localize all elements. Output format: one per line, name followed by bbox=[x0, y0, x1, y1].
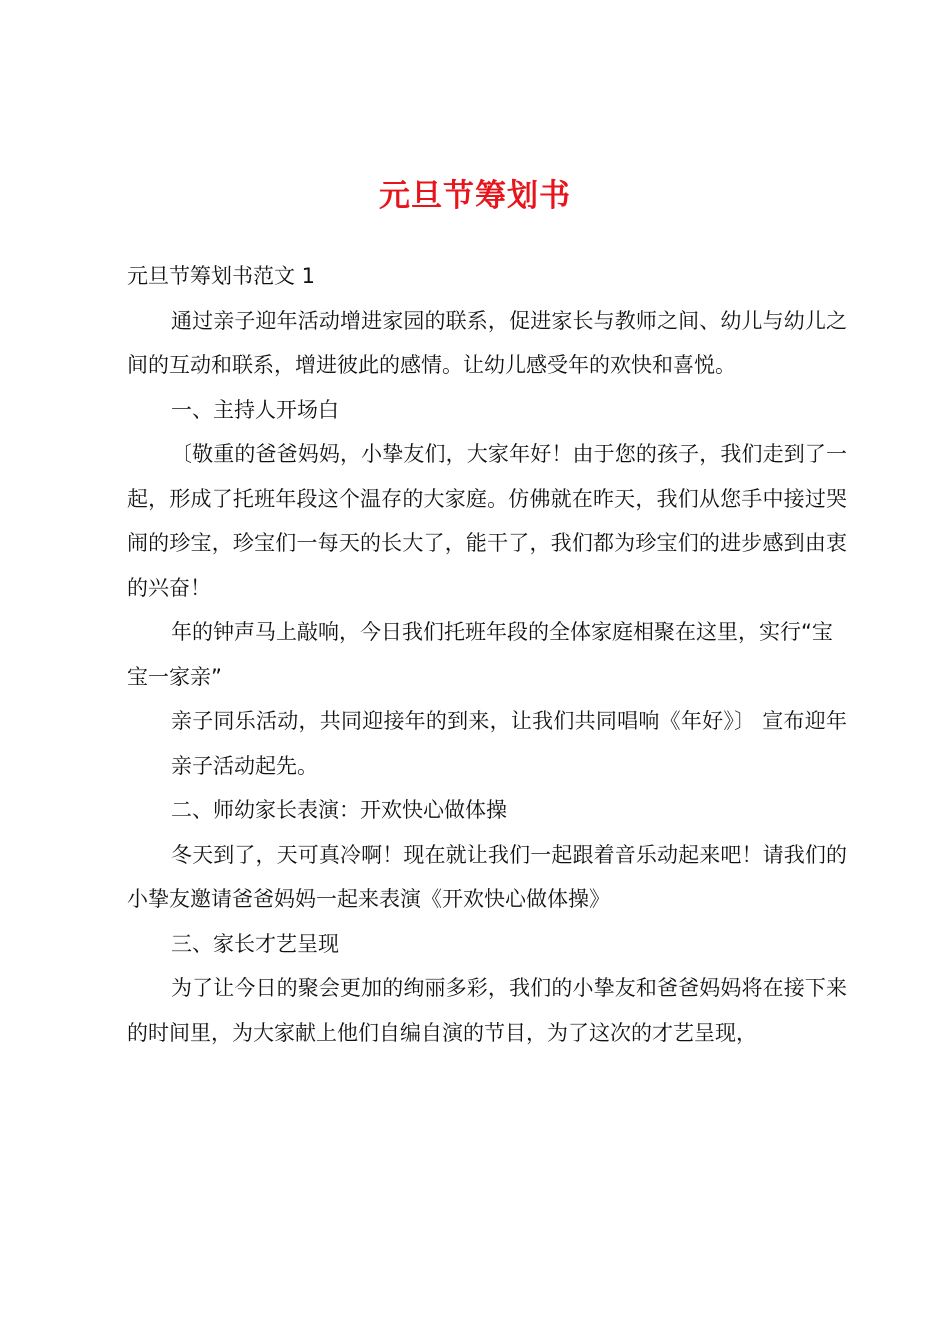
section-heading: 元旦节筹划书范文 1 bbox=[127, 264, 316, 288]
document-body bbox=[127, 254, 847, 1055]
document-title: 元旦节筹划书 bbox=[379, 178, 571, 214]
paragraph-host-speech: 〔敬重的爸爸妈妈，小挚友们，大家年好！由于您的孩子，我们走到了一起，形成了托班年段这个温存的大家庭。仿佛就在昨天，我们从您手中接过哭闹的珍宝，珍宝们一每天的长大了，能干了，我们都为珍宝们的进步感到由衷的兴奋！ bbox=[127, 442, 847, 600]
paragraph-exercise: 冬天到了，天可真冷啊！现在就让我们一起跟着音乐动起来吧！请我们的小挚友邀请爸爸妈妈一起来表演《开欢快心做体操》 bbox=[127, 842, 847, 911]
paragraph-activity-start: 亲子同乐活动，共同迎接年的到来，让我们共同唱响《年好》〕 宣布迎年亲子活动起先。 bbox=[171, 709, 847, 778]
paragraph-new-year-bell: 年的钟声马上敲响，今日我们托班年段的全体家庭相聚在这里，实行“宝宝一家亲” bbox=[127, 620, 833, 689]
paragraph-talent-show: 为了让今日的聚会更加的绚丽多彩，我们的小挚友和爸爸妈妈将在接下来的时间里，为大家献上他们自编自演的节目，为了这次的才艺呈现， bbox=[127, 976, 847, 1045]
heading-performance: 二、师幼家长表演：开欢快心做体操 bbox=[171, 798, 507, 822]
heading-host-opening: 一、主持人开场白 bbox=[171, 397, 339, 422]
heading-talent-show: 三、家长才艺呈现 bbox=[171, 931, 339, 956]
paragraph-purpose: 通过亲子迎年活动增进家园的联系，促进家长与教师之间、幼儿与幼儿之间的互动和联系，增进彼此的感情。让幼儿感受年的欢快和喜悦。 bbox=[127, 308, 847, 377]
